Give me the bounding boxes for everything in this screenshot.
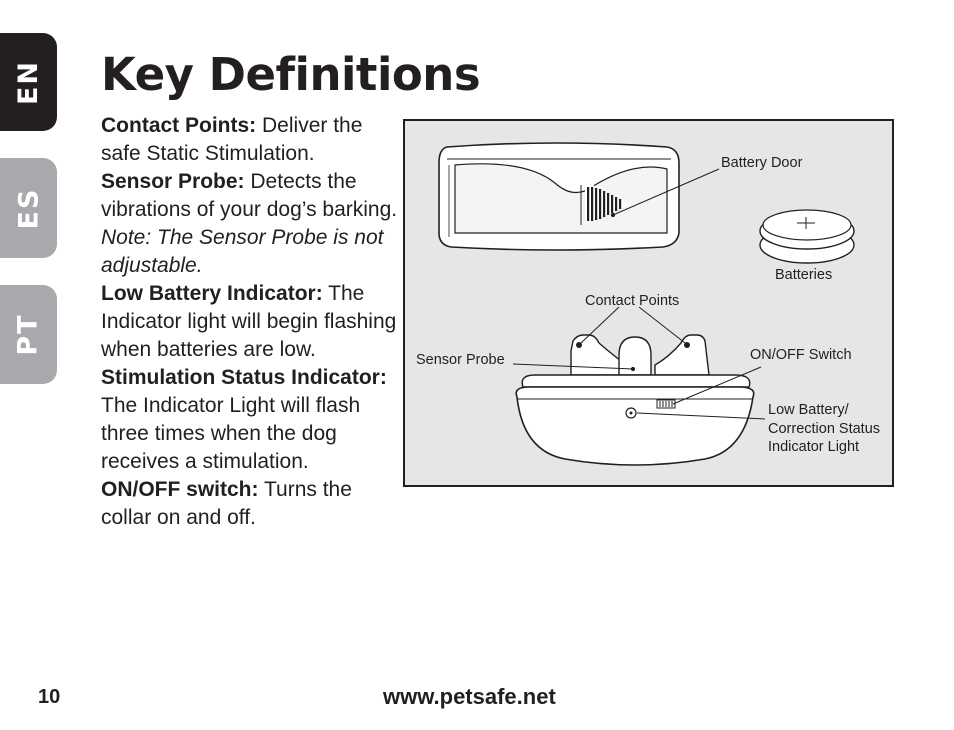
tab-pt[interactable]	[0, 285, 57, 384]
tab-en-label: EN	[12, 59, 44, 105]
label-batteries: Batteries	[775, 267, 833, 283]
note-sensor-probe: Note: The Sensor Probe is not adjustable.	[101, 226, 384, 277]
collar-diagram	[403, 119, 894, 487]
page-number: 10	[38, 686, 61, 708]
desc-low-battery: The Indicator light will begin flashing when batteries are low.	[101, 282, 397, 361]
desc-sensor-probe: Detects the vibrations of your dog’s barking.	[101, 170, 398, 221]
definition-stimulation-status	[101, 364, 401, 476]
desc-on-off: Turns the collar on and off.	[101, 478, 352, 529]
label-indicator-line1: Low Battery/	[768, 402, 849, 418]
label-battery-door: Battery Door	[721, 155, 803, 171]
tab-en[interactable]	[0, 33, 57, 131]
footer-url[interactable]: www.petsafe.net	[383, 684, 556, 709]
definitions-list	[101, 112, 401, 532]
page-title: Key Definitions	[101, 48, 481, 101]
receiver-top-view	[439, 143, 679, 250]
definition-on-off	[101, 476, 401, 532]
term-sensor-probe: Sensor Probe:	[101, 170, 245, 193]
label-on-off-switch: ON/OFF Switch	[750, 347, 852, 363]
tab-es[interactable]	[0, 158, 57, 258]
receiver-side-view	[516, 335, 754, 465]
definition-contact-points	[101, 112, 401, 168]
term-low-battery: Low Battery Indicator:	[101, 282, 323, 305]
definition-sensor-probe	[101, 168, 401, 280]
term-on-off: ON/OFF switch:	[101, 478, 259, 501]
definition-low-battery	[101, 280, 401, 364]
label-sensor-probe: Sensor Probe	[416, 352, 505, 368]
desc-stimulation-status: The Indicator Light will flash three times when the dog receives a stimulation.	[101, 394, 361, 473]
tab-es-label: ES	[12, 187, 44, 229]
label-indicator-line3: Indicator Light	[768, 439, 860, 455]
tab-pt-label: PT	[13, 313, 44, 356]
label-indicator-line2: Correction Status	[768, 421, 881, 437]
term-contact-points: Contact Points:	[101, 114, 257, 137]
batteries-icon	[760, 210, 854, 263]
label-contact-points: Contact Points	[585, 293, 680, 309]
desc-contact-points: Deliver the safe Static Stimulation.	[101, 114, 363, 165]
term-stimulation-status: Stimulation Status Indicator:	[101, 366, 387, 389]
